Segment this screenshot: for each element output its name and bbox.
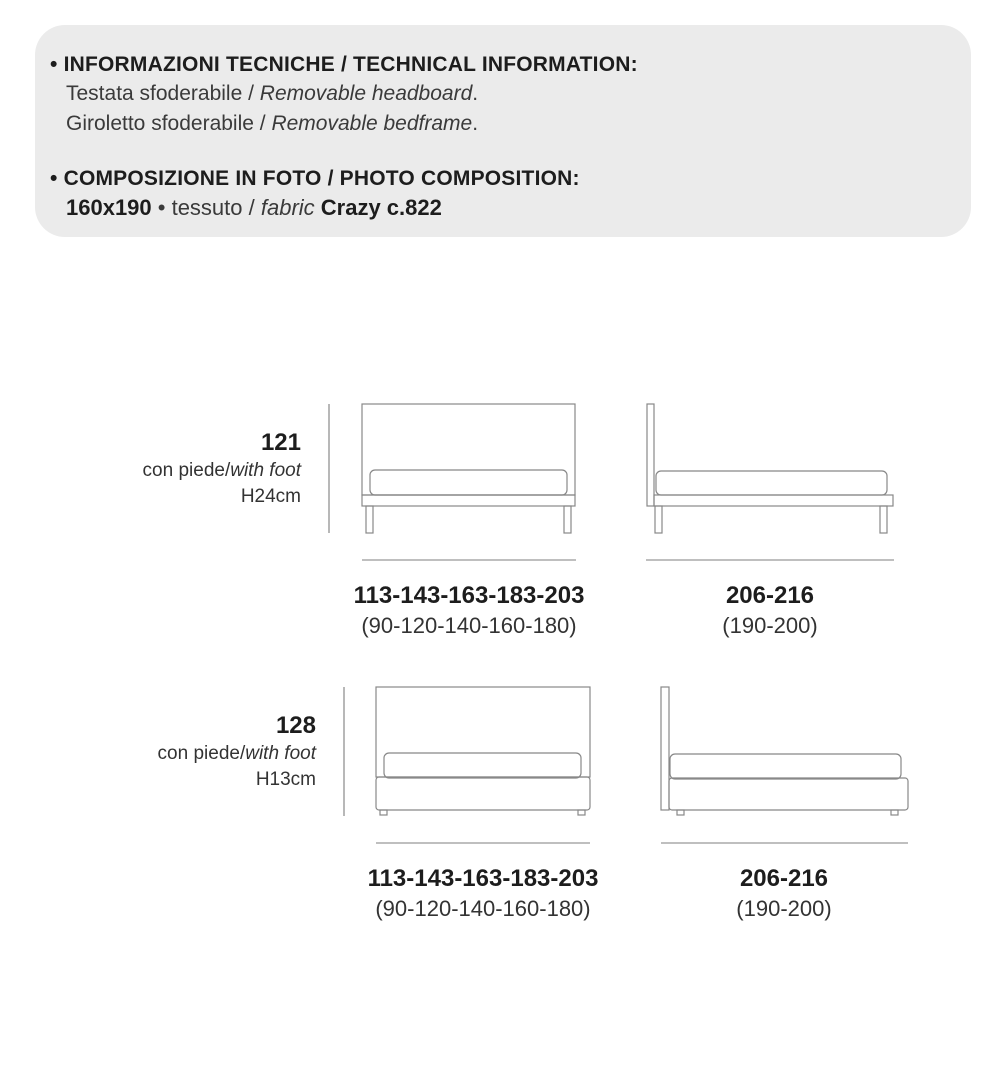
width-values: 113-143-163-183-203 <box>353 582 585 609</box>
composition-size: 160x190 <box>66 195 152 220</box>
width-values: 113-143-163-183-203 <box>367 865 599 892</box>
bedframe-label-en: Removable bedframe <box>271 112 473 135</box>
width-dimensions <box>352 864 614 924</box>
mattress-width-values: (90-120-140-160-180) <box>375 896 591 921</box>
foot-label <box>158 741 316 767</box>
mattress-length-values: (190-200) <box>736 896 832 921</box>
mattress-length-values: (190-200) <box>722 613 818 638</box>
front-view-bed-with-foot <box>362 404 575 533</box>
headboard-label-en: Removable headboard <box>259 82 473 105</box>
foot-height: H13cm <box>255 769 316 790</box>
front-view-bed-low-foot <box>376 687 590 815</box>
foot-label-en: with foot <box>245 743 316 764</box>
period: . <box>472 82 479 105</box>
foot-label-it: con piede/ <box>142 460 231 481</box>
period: . <box>472 112 479 135</box>
height-label <box>143 428 301 510</box>
length-values: 206-216 <box>725 582 815 609</box>
fabric-label-en: fabric <box>260 195 315 220</box>
foot-label-it: con piede/ <box>157 743 246 764</box>
foot-height: H24cm <box>240 486 301 507</box>
width-dimensions <box>338 581 600 641</box>
length-dimensions <box>704 864 864 924</box>
fabric-label-it: • tessuto / <box>151 195 261 220</box>
fabric-name: Crazy c.822 <box>314 195 442 220</box>
height-value: 121 <box>260 429 301 456</box>
mattress-width-values: (90-120-140-160-180) <box>361 613 577 638</box>
side-view-bed-with-foot <box>647 404 893 533</box>
foot-label <box>143 458 301 484</box>
photo-composition-heading: • COMPOSIZIONE IN FOTO / PHOTO COMPOSITION: <box>50 167 580 190</box>
headboard-label-it: Testata sfoderabile / <box>66 82 260 105</box>
side-view-bed-low-foot <box>661 687 908 815</box>
bedframe-label-it: Giroletto sfoderabile / <box>66 112 272 135</box>
foot-label-en: with foot <box>230 460 301 481</box>
technical-info-heading: • INFORMAZIONI TECNICHE / TECHNICAL INFORMATION: <box>50 53 638 76</box>
length-values: 206-216 <box>739 865 829 892</box>
height-value: 128 <box>275 712 316 739</box>
length-dimensions <box>690 581 850 641</box>
height-label <box>158 711 316 793</box>
